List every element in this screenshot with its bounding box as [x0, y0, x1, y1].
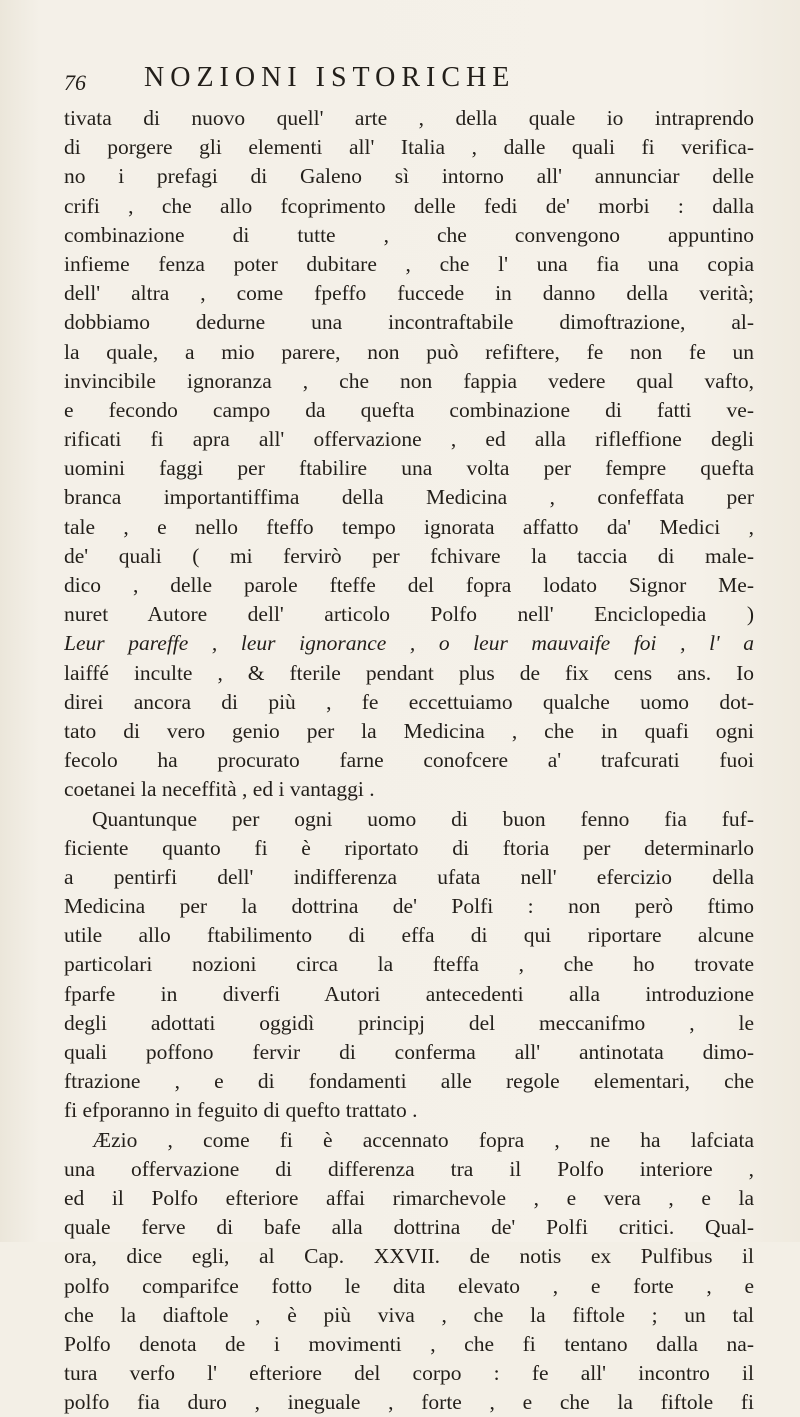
text-line: tato di vero genio per la Medicina , che in quafi ogni [64, 718, 754, 743]
text-line: degli adottati oggidì principj del meccanifmo , le [64, 1010, 754, 1035]
text-line: quali poffono fervir di conferma all' antinotata dimo- [64, 1040, 754, 1064]
text-line: utile allo ftabilimento di effa di qui riportare alcune [64, 923, 754, 948]
text-line: dico , delle parole fteffe del fopra lodato Signor Me- [64, 573, 754, 597]
running-head: NOZIONI ISTORICHE [144, 62, 516, 93]
text-line: infieme fenza poter dubitare , che l' una fia una copia [64, 251, 754, 276]
text-line: una offervazione di differenza tra il Polfo interiore , [64, 1156, 754, 1181]
text-line: tivata di nuovo quell' arte , della quale io intraprendo [64, 106, 754, 130]
text-line: polfo comparifce fotto le dita elevato , e forte , e [64, 1273, 754, 1298]
text-line: dobbiamo dedurne una incontraftabile dimoftrazione, al- [64, 310, 754, 335]
text-line: dell' altra , come fpeffo fuccede in danno della verità; [64, 281, 754, 306]
page-header [64, 62, 754, 96]
text-line: Polfo denota de i movimenti , che fi tentano dalla na- [64, 1331, 754, 1356]
text-line: Medicina per la dottrina de' Polfi : non però ftimo [64, 894, 754, 919]
text-line: ficiente quanto fi è riportato di ftoria per determinarlo [64, 835, 754, 860]
text-line: direi ancora di più , fe eccettuiamo qualche uomo dot- [64, 689, 754, 714]
text-line: ora, dice egli, al Cap. XXVII. de notis ex Pulfibus il [64, 1244, 754, 1269]
text-line: rificati fi apra all' offervazione , ed alla rifleffione degli [64, 427, 754, 452]
text-line: che la diaftole , è più viva , che la fiftole ; un tal [64, 1302, 754, 1327]
text-line: Leur pareffe , leur ignorance , o leur mauvaife foi , l' a [64, 631, 754, 656]
text-line: di porgere gli elementi all' Italia , dalle quali fi verifica- [64, 135, 754, 160]
page-number: 76 [64, 70, 86, 95]
paragraph-start-line: Quantunque per ogni uomo di buon fenno fia fuf- [92, 806, 754, 831]
text-line: laiffé inculte , & fterile pendant plus de fix cens ans. Io [64, 660, 754, 685]
text-line: la quale, a mio parere, non può refiftere, fe non fe un [64, 339, 754, 364]
text-line: ftrazione , e di fondamenti alle regole elementari, che [64, 1069, 754, 1094]
text-line: tale , e nello fteffo tempo ignorata affatto da' Medici , [64, 514, 754, 539]
text-line: e fecondo campo da quefta combinazione di fatti ve- [64, 397, 754, 422]
text-line: ed il Polfo efteriore affai rimarchevole , e vera , e la [64, 1185, 754, 1210]
text-line: quale ferve di bafe alla dottrina de' Polfi critici. Qual- [64, 1215, 754, 1240]
text-line: no i prefagi di Galeno sì intorno all' annunciar delle [64, 164, 754, 189]
text-line: polfo fia duro , ineguale , forte , e che la fiftole fi [64, 1390, 754, 1415]
text-line: coetanei la neceffità , ed i vantaggi . [64, 777, 375, 802]
paragraph-start-line: Æzio , come fi è accennato fopra , ne ha lafciata [92, 1127, 754, 1152]
text-line: invincibile ignoranza , che non fappia vedere qual vafto, [64, 368, 754, 393]
body-text [64, 104, 754, 1417]
text-line: fecolo ha procurato farne conofcere a' trafcurati fuoi [64, 748, 754, 773]
text-line: branca importantiffima della Medicina , confeffata per [64, 485, 754, 510]
text-line: tura verfo l' efteriore del corpo : fe all' incontro il [64, 1361, 754, 1386]
text-line: a pentirfi dell' indifferenza ufata nell' efercizio della [64, 864, 754, 889]
text-line: de' quali ( mi fervirò per fchivare la taccia di male- [64, 543, 754, 568]
text-line: combinazione di tutte , che convengono appuntino [64, 222, 754, 247]
text-line: fi efporanno in feguito di quefto trattato . [64, 1098, 418, 1123]
text-line: fparfe in diverfi Autori antecedenti alla introduzione [64, 981, 754, 1006]
text-line: nuret Autore dell' articolo Polfo nell' Enciclopedia ) [64, 602, 754, 627]
text-line: particolari nozioni circa la fteffa , che ho trovate [64, 952, 754, 977]
text-line: uomini faggi per ftabilire una volta per fempre quefta [64, 456, 754, 481]
text-line: crifi , che allo fcoprimento delle fedi de' morbi : dalla [64, 193, 754, 218]
